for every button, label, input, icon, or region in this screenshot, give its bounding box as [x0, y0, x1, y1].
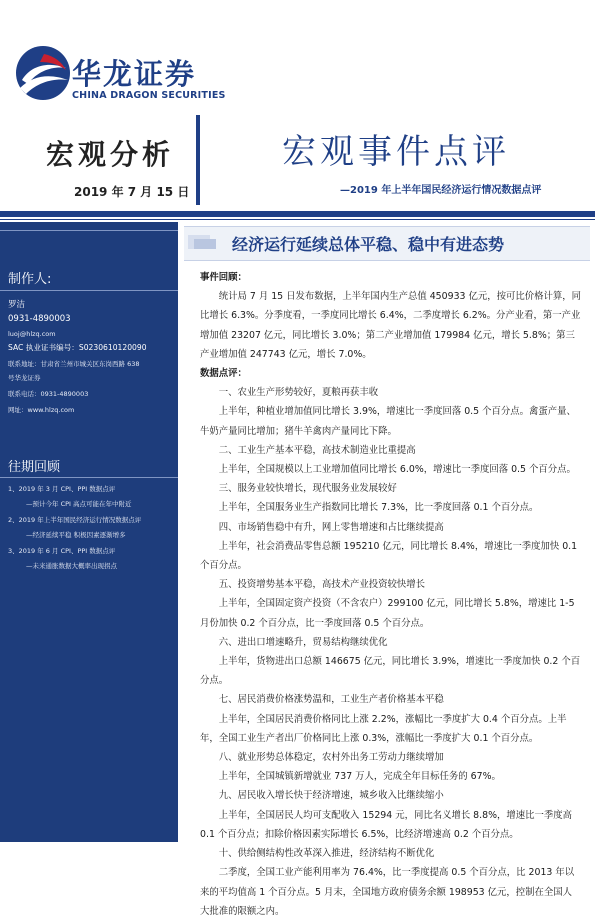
report-date: 2019 年 7 月 15 日 — [74, 185, 190, 199]
article-body — [200, 268, 581, 921]
section-heading: 三、服务业较快增长，现代服务业发展较好 — [218, 483, 397, 495]
review-item-title[interactable]: 3、2019 年 6 月 CPI、PPI 数据点评 — [8, 547, 116, 555]
header-rule — [0, 211, 595, 217]
contact-phone: 联系电话：0931-4890003 — [8, 390, 89, 398]
brand-name-cn: 华龙证券 — [72, 57, 197, 91]
section-body: 上半年，全国居民人均可支配收入 15294 元，同比名义增长 8.8%，增速比一季度高 0.1 个百分点；扣除价格因素实际增长 6.5%，比经济增速高 0.2 个百分点。 — [200, 809, 573, 840]
sidebar-divider — [0, 230, 178, 231]
section-body: 上半年，全国城镇新增就业 737 万人，完成全年目标任务的 67%。 — [218, 771, 501, 783]
section-body: 上半年，全国规模以上工业增加值同比增长 6.0%，增速比一季度回落 0.5 个百分点。 — [218, 464, 576, 476]
comment-label: 数据点评： — [200, 368, 247, 380]
headline-decoration-icon — [188, 231, 218, 253]
dragon-logo-icon — [14, 44, 72, 102]
sidebar-divider — [0, 290, 178, 291]
report-subtitle: —2019 年上半年国民经济运行情况数据点评 — [340, 185, 542, 196]
sidebar — [0, 222, 178, 842]
author-heading: 制作人: — [8, 272, 52, 287]
address-line: 号华龙证券 — [8, 374, 41, 382]
report-title: 宏观事件点评 — [282, 132, 510, 172]
section-body: 上半年，社会消费品零售总额 195210 亿元，同比增长 8.4%，增速比一季度加快 0.1 个百分点。 — [200, 540, 578, 572]
sidebar-divider — [0, 477, 178, 478]
section-body: 上半年，全国服务业生产指数同比增长 7.3%，比一季度回落 0.1 个百分点。 — [218, 502, 539, 514]
header-rule-thin — [0, 219, 595, 220]
header-divider — [196, 115, 200, 205]
section-body: 上半年，全国固定资产投资（不含农户）299100 亿元，同比增长 5.8%，增速比 1-5 月份加快 0.2 个百分点，比一季度回落 0.5 个百分点。 — [200, 598, 575, 629]
section-heading: 二、工业生产基本平稳，高技术制造业比重提高 — [218, 444, 416, 456]
address-line: 联系地址：甘肃省兰州市城关区东岗西路 638 — [8, 360, 140, 368]
review-item-sub: —预计今年 CPI 高点可能在年中附近 — [26, 500, 132, 508]
section-body: 二季度，全国工业产能利用率为 76.4%，比一季度提高 0.5 个百分点，比 2013 年以来的平均值高 1 个百分点。5 月末，全国地方政府债务余额 198953 亿元，控制在全国人大批准的限额之内。 — [200, 867, 575, 917]
event-paragraph: 统计局 7 月 15 日发布数据，上半年国内生产总值 450933 亿元，按可比价格计算，同比增长 6.3%。分季度看，一季度同比增长 6.4%，二季度增长 6.2%。分产业看，第一产业增加值 23207 亿元，同比增长 3.0%；第二产业增加值 179984 亿元，增长 5.8%；第三产业增加值 247743 亿元，增长 7.0%。 — [200, 291, 581, 360]
section-body: 上半年，全国居民消费价格同比上涨 2.2%，涨幅比一季度扩大 0.4 个百分点。上半年，全国工业生产者出厂价格同比上涨 0.3%，涨幅比一季度扩大 0.1 个百分点。 — [200, 713, 567, 744]
sac-number: SAC 执业证书编号：S0230610120090 — [8, 343, 147, 352]
author-email[interactable]: luoj@hlzq.com — [8, 330, 56, 338]
section-body: 上半年，货物进出口总额 146675 亿元，同比增长 3.9%，增速比一季度加快 0.2 个百分点。 — [200, 656, 581, 687]
section-heading: 九、居民收入增长快于经济增速，城乡收入比继续缩小 — [218, 790, 444, 802]
review-item-sub: —未来通胀数据大概率出现拐点 — [26, 562, 117, 570]
event-label: 事件回顾： — [200, 272, 247, 283]
author-phone: 0931-4890003 — [8, 314, 71, 324]
section-heading: 四、市场销售稳中有升，网上零售增速和占比继续提高 — [218, 521, 444, 533]
website-link[interactable]: 网址：www.hlzq.com — [8, 406, 75, 414]
report-category: 宏观分析 — [46, 138, 175, 171]
review-heading: 往期回顾 — [8, 460, 61, 475]
section-heading: 六、进出口增速略升，贸易结构继续优化 — [218, 636, 388, 648]
section-heading: 五、投资增势基本平稳，高技术产业投资较快增长 — [218, 579, 426, 591]
section-heading: 八、就业形势总体稳定，农村外出务工劳动力继续增加 — [218, 752, 444, 764]
headline: 经济运行延续总体平稳、稳中有进态势 — [232, 235, 505, 254]
brand-name-en: CHINA DRAGON SECURITIES — [72, 90, 226, 101]
section-body: 上半年，种植业增加值同比增长 3.9%，增速比一季度回落 0.5 个百分点。禽蛋产量、牛奶产量同比增加；猪牛羊禽肉产量同比下降。 — [200, 406, 576, 437]
review-item-title[interactable]: 1、2019 年 3 月 CPI、PPI 数据点评 — [8, 485, 116, 493]
review-item-title[interactable]: 2、2019 年上半年国民经济运行情况数据点评 — [8, 516, 142, 524]
review-item-sub: —经济延续平稳 积极因素逐渐增多 — [26, 531, 126, 539]
author-name: 罗洁 — [8, 300, 26, 310]
section-heading: 七、居民消费价格涨势温和，工业生产者价格基本平稳 — [218, 694, 444, 706]
section-heading: 十、供给侧结构性改革深入推进，经济结构不断优化 — [218, 848, 435, 860]
section-heading: 一、农业生产形势较好，夏粮再获丰收 — [218, 387, 379, 399]
